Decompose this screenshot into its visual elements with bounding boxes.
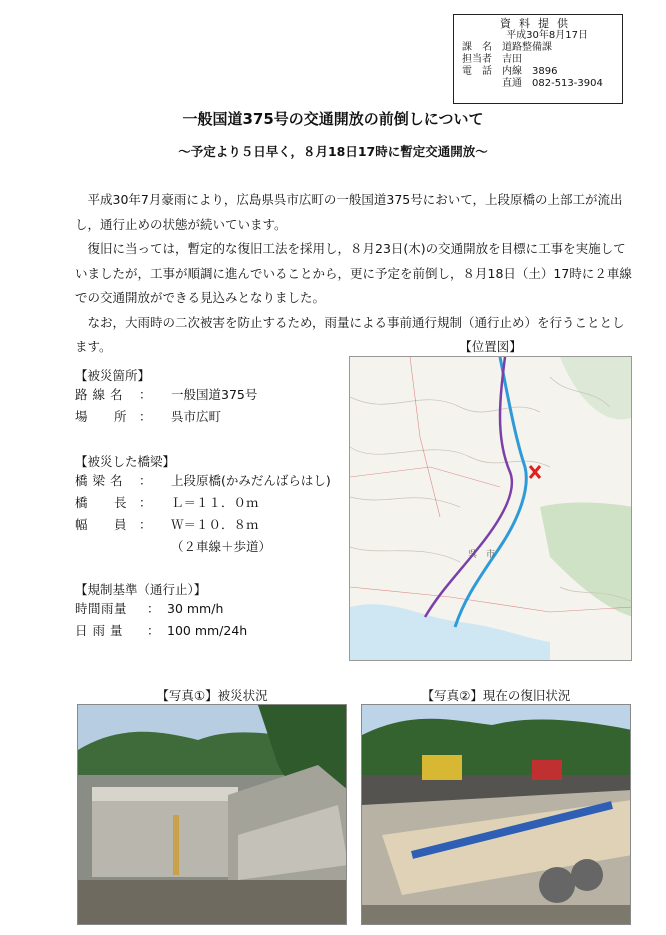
info-box — [453, 14, 623, 104]
page-title: 一般国道375号の交通開放の前倒しについて — [182, 110, 484, 128]
paragraph: 平成30年7月豪雨により，広島県呉市広町の一般国道375号において，上段原橋の上部工が流出し，通行止めの状態が続いています。 — [75, 192, 623, 232]
info-row-value: 内線 3896 — [502, 66, 558, 77]
recovery-photo-image — [362, 705, 631, 925]
info-box-header: 資料提供 — [500, 17, 576, 30]
section-heading: 【被災した橋梁】 — [75, 454, 176, 469]
kv-row: 幅 員 ： Ｗ＝１０．８ｍ — [75, 517, 259, 532]
section-bridge — [75, 452, 350, 558]
photo-recovery — [361, 704, 631, 925]
info-row — [454, 42, 622, 54]
section-heading: 【規制基準（通行止）】 — [75, 582, 207, 597]
page-subtitle: ～予定より５日早く，８月18日17時に暫定交通開放～ — [178, 144, 488, 159]
location-map — [349, 356, 632, 661]
photo2-caption: 【写真②】現在の復旧状況 — [421, 688, 571, 703]
kv-row: 橋 長 ： Ｌ＝１１．０ｍ — [75, 495, 259, 510]
damage-photo-image — [78, 705, 347, 925]
info-row-value: 道路整備課 — [502, 42, 552, 53]
body-text — [75, 188, 635, 360]
photo-damage — [77, 704, 347, 925]
kv-row: （２車線＋歩道） — [171, 539, 272, 554]
kv-row: 時間雨量 ： 30 mm/h — [75, 601, 224, 616]
photo1-caption: 【写真①】被災状況 — [156, 688, 268, 703]
map-graphic — [350, 357, 632, 661]
kv-row: 日 雨 量 ： 100 mm/24h — [75, 623, 248, 638]
kv-row: 場 所 ： 呉市広町 — [75, 409, 222, 424]
info-row-value: 直通 082-513-3904 — [502, 78, 603, 89]
section-regulation — [75, 580, 345, 642]
section-location — [75, 366, 345, 428]
info-box-date: 平成30年8月17日 — [506, 30, 588, 41]
info-row — [454, 54, 622, 66]
info-row — [454, 78, 622, 90]
paragraph: なお，大雨時の二次被害を防止するため，雨量による事前通行規制（通行止め）を行うこととします。 — [75, 314, 625, 354]
kv-row: 橋 梁 名 ： 上段原橋(かみだんばらはし) — [75, 473, 331, 488]
map-city-label: 呉 市 — [468, 550, 496, 560]
info-row — [454, 66, 622, 78]
section-heading: 【被災箇所】 — [75, 368, 151, 383]
info-row-key — [462, 78, 502, 90]
paragraph: 復旧に当っては，暫定的な復旧工法を採用し，８月23日(木)の交通開放を目標に工事を実施していましたが，工事が順調に進んでいることから，更に予定を前倒し，８月18日（土）17時に２車線での交通開放ができる見込みとなりました。 — [75, 241, 632, 305]
map-caption: 【位置図】 — [459, 339, 522, 354]
kv-row: 路 線 名 ： 一般国道375号 — [75, 387, 258, 402]
info-row-key: 担当者 — [462, 54, 492, 65]
info-row-key: 電 話 — [462, 66, 492, 77]
info-row-value: 吉田 — [502, 54, 522, 65]
info-row-key: 課 名 — [462, 42, 492, 53]
